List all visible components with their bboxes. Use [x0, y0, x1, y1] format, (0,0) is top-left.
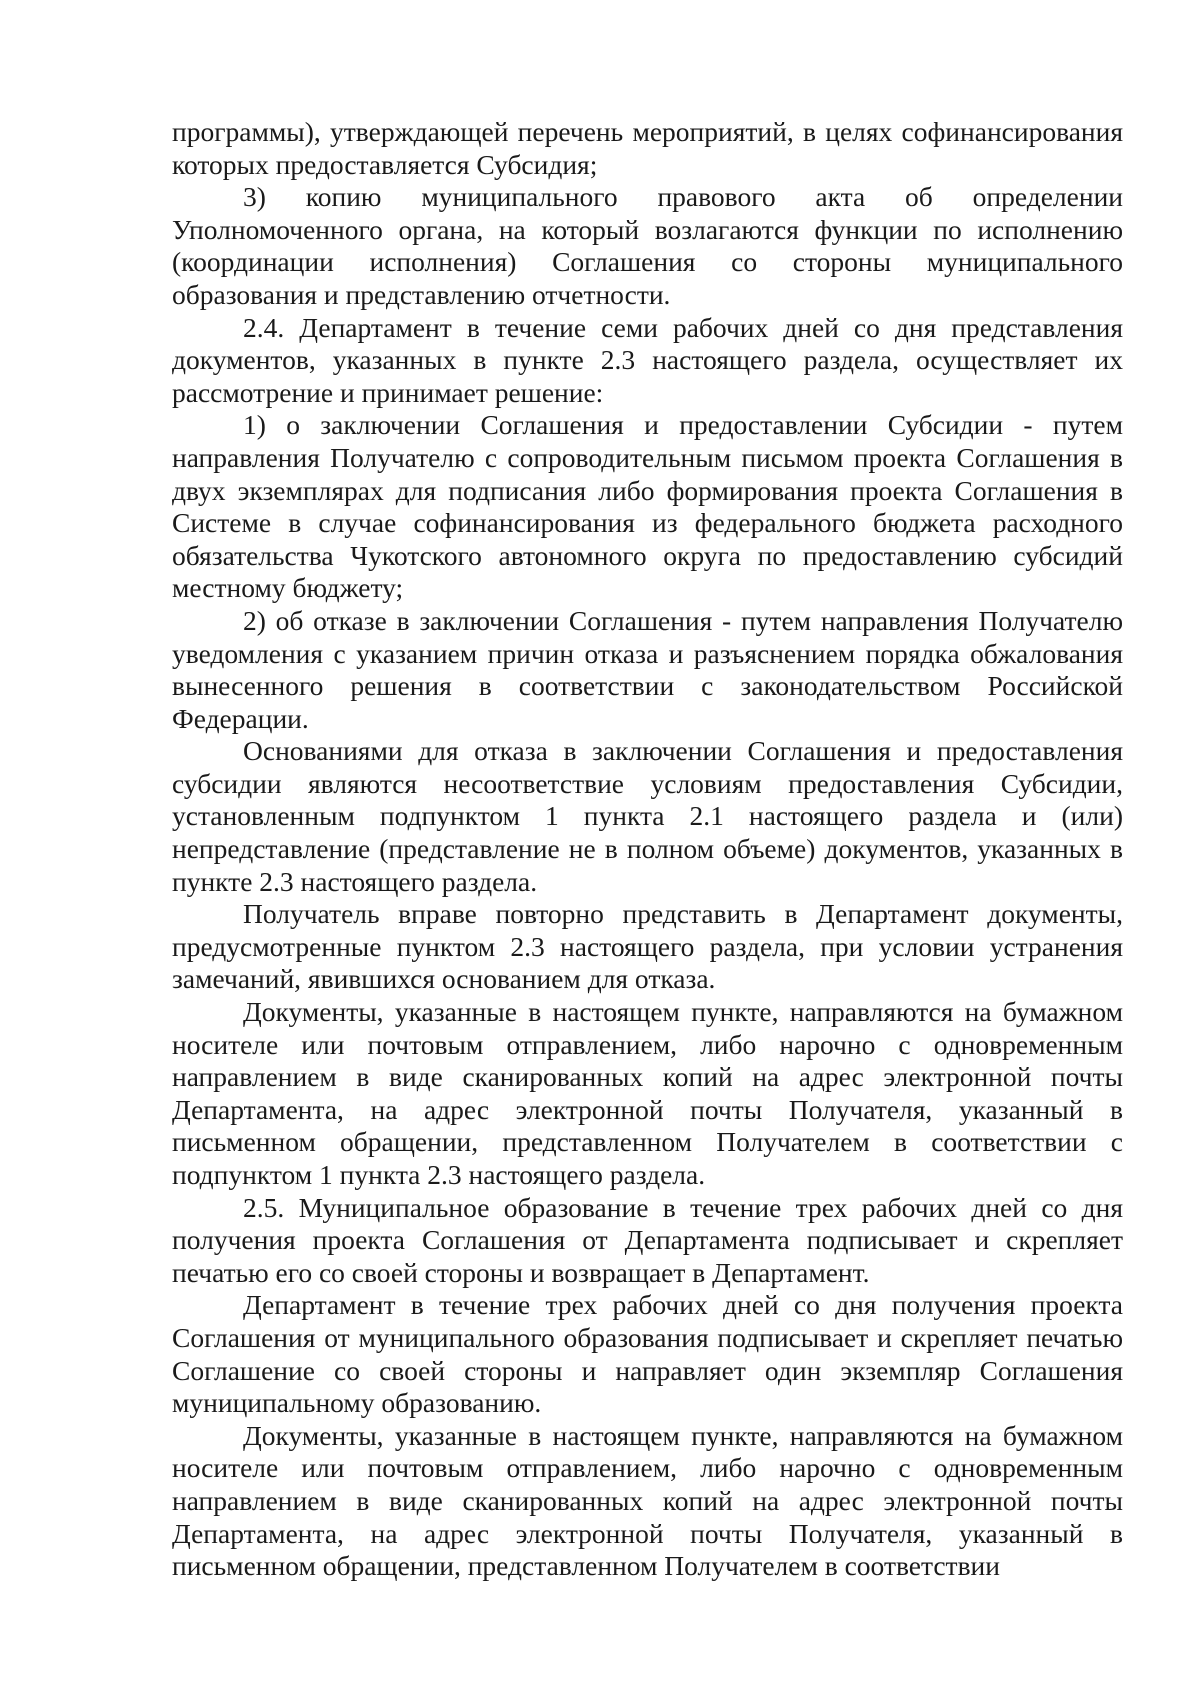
- paragraph-documents-delivery-1: Документы, указанные в настоящем пункте, направляются на бумажном носителе или почтовым отправлением, либо нарочно с одновременным направлением в виде сканированных копий на адрес электронной почты Департамента, на адрес электронной почты Получателя, указанный в письменном обращении, представленном Получателем в соответствии с подпунктом 1 пункта 2.3 настоящего раздела.: [172, 996, 1123, 1190]
- paragraph-2-5: 2.5. Муниципальное образование в течение трех рабочих дней со дня получения проекта Соглашения от Департамента подписывает и скрепляет печатью его со своей стороны и возвращает в Департамент.: [172, 1191, 1123, 1288]
- paragraph-resubmission: Получатель вправе повторно представить в Департамент документы, предусмотренные пунктом 2.3 настоящего раздела, при условии устранения замечаний, явившихся основанием для отказа.: [172, 898, 1123, 995]
- paragraph-department-signing: Департамент в течение трех рабочих дней со дня получения проекта Соглашения от муниципального образования подписывает и скрепляет печатью Соглашение со своей стороны и направляет один экземпляр Соглашения муниципальному образованию.: [172, 1289, 1123, 1419]
- document-body: [172, 116, 1123, 1583]
- paragraph-item-2: 2) об отказе в заключении Соглашения - путем направления Получателю уведомления с указанием причин отказа и разъяснением порядка обжалования вынесенного решения в соответствии с законодательством Российской Федерации.: [172, 604, 1123, 734]
- paragraph-item-3: 3) копию муниципального правового акта об определении Уполномоченного органа, на который возлагаются функции по исполнению (координации исполнения) Соглашения со стороны муниципального образования и представлению отчетности.: [172, 181, 1123, 310]
- paragraph-2-4: 2.4. Департамент в течение семи рабочих дней со дня представления документов, указанных в пункте 2.3 настоящего раздела, осуществляет их рассмотрение и принимает решение:: [172, 311, 1123, 408]
- paragraph-item-1: 1) о заключении Соглашения и предоставлении Субсидии - путем направления Получателю с сопроводительным письмом проекта Соглашения в двух экземплярах для подписания либо формирования проекта Соглашения в Системе в случае софинансирования из федерального бюджета расходного обязательства Чукотского автономного округа по предоставлению субсидий местному бюджету;: [172, 409, 1123, 604]
- paragraph-documents-delivery-2: Документы, указанные в настоящем пункте, направляются на бумажном носителе или почтовым отправлением, либо нарочно с одновременным направлением в виде сканированных копий на адрес электронной почты Департамента, на адрес электронной почты Получателя, указанный в письменном обращении, представленном Получателем в соответствии: [172, 1419, 1123, 1582]
- paragraph-refusal-grounds: Основаниями для отказа в заключении Соглашения и предоставления субсидии являются несоответствие условиям предоставления Субсидии, установленным подпунктом 1 пункта 2.1 настоящего раздела и (или) непредставление (представление не в полном объеме) документов, указанных в пункте 2.3 настоящего раздела.: [172, 735, 1123, 897]
- paragraph-continuation: программы), утверждающей перечень мероприятий, в целях софинансирования которых предоставляется Субсидия;: [172, 116, 1123, 180]
